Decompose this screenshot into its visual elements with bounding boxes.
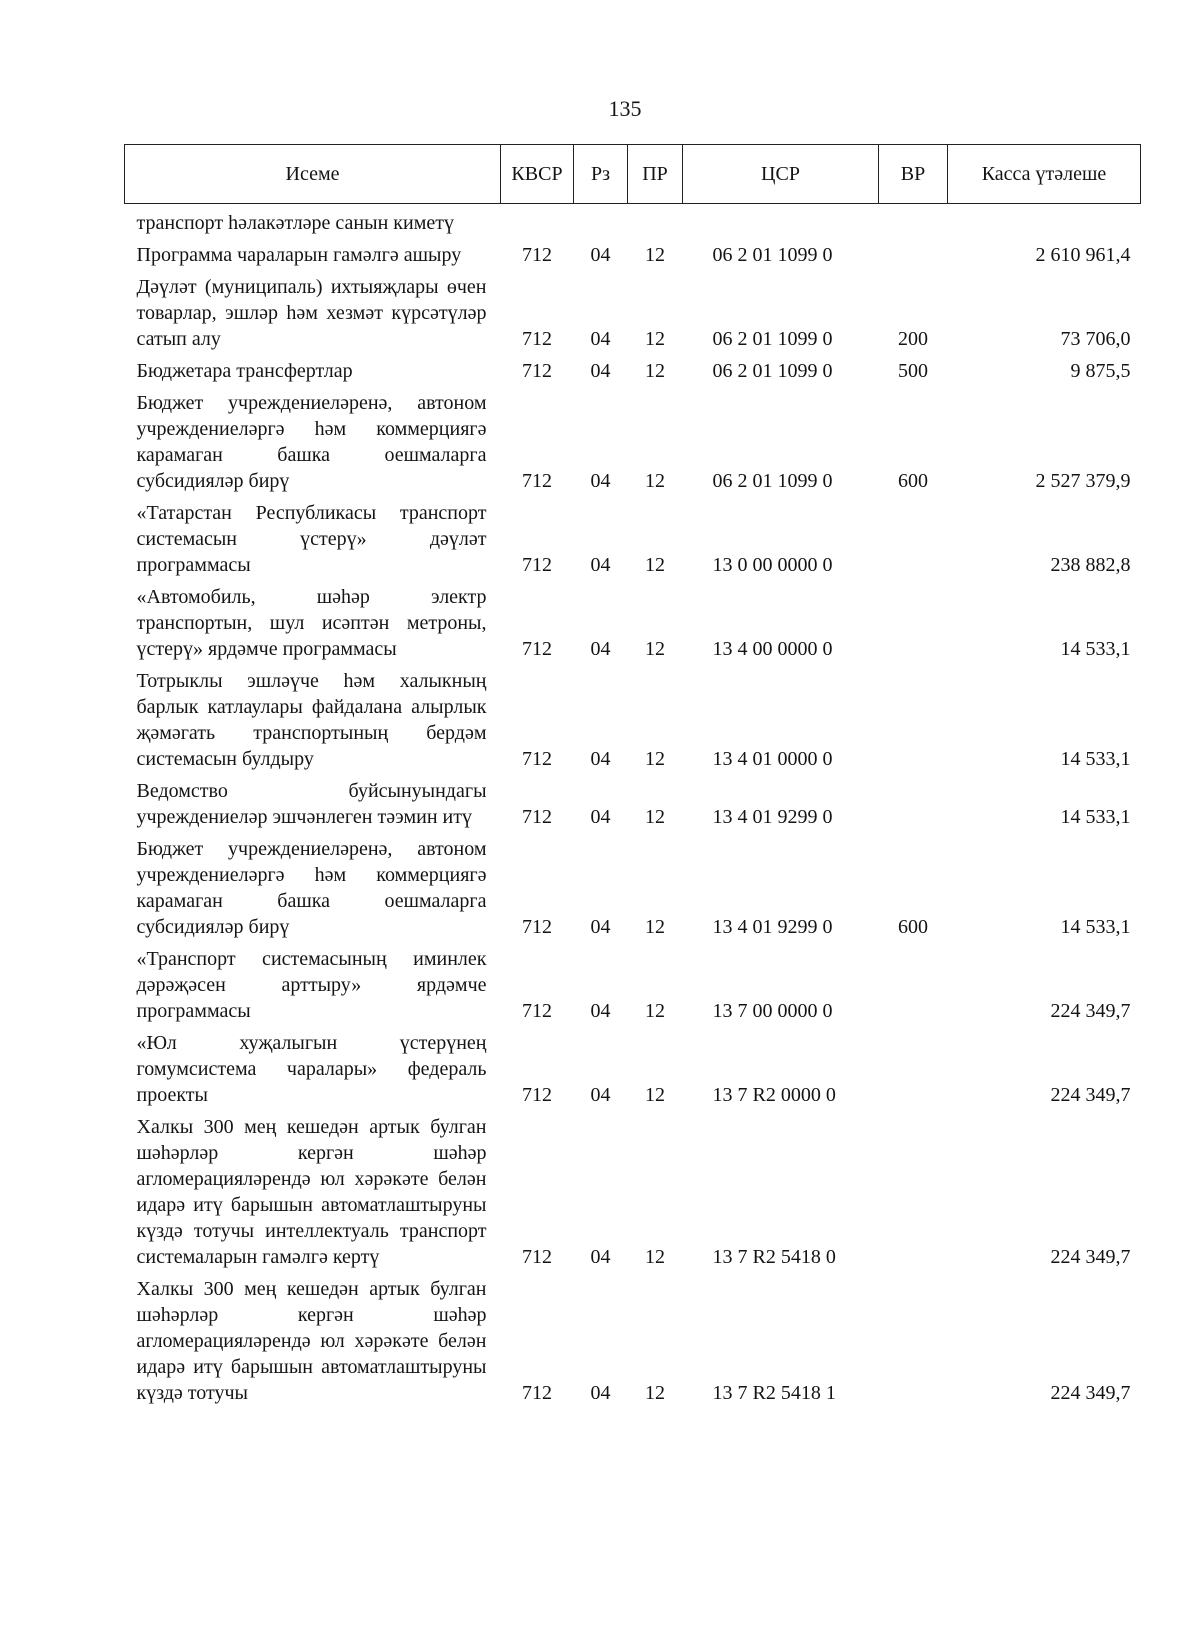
cell-amount [948,204,1141,237]
cell-pr: 12 [645,244,665,266]
cell-rz: 04 [590,806,611,828]
cell-kvsr: 712 [522,470,552,492]
cell-csr [683,204,879,237]
budget-table-container [124,144,1140,1406]
table-row [125,1108,1141,1270]
header-rz: Рз [574,145,628,204]
cell-vr [879,494,948,578]
cell-amount: 14 533,1 [1060,638,1131,660]
cell-vr [879,1024,948,1108]
header-csr: ЦСР [683,145,879,204]
cell-pr [628,204,683,237]
cell-name: Бюджет учреждениеләренә, автоном учреждениеләргә һәм коммерциягә карамаган башка оешмаларга субсидияләр бирү [136,392,487,492]
table-body [125,204,1141,1407]
cell-kvsr: 712 [522,554,552,576]
cell-rz: 04 [590,1084,611,1106]
cell-csr: 06 2 01 1099 0 [712,244,833,266]
cell-rz: 04 [590,470,611,492]
table-row [125,1024,1141,1108]
cell-kvsr: 712 [522,748,552,770]
cell-rz [574,204,628,237]
cell-csr: 06 2 01 1099 0 [712,470,833,492]
cell-pr: 12 [645,554,665,576]
cell-kvsr: 712 [522,1246,552,1268]
cell-vr [879,236,948,268]
header-kvsr: КВСР [501,145,574,204]
cell-name: Халкы 300 мең кешедән артык булган шәһәрләр кергән шәһәр агломерацияләрендә юл хәрәкәте белән идарә итү барышын автоматлаштыруны күздә тотучы интеллектуаль транспорт системаларын гамәлгә кертү [136,1116,487,1268]
cell-vr: 600 [898,470,928,492]
cell-kvsr: 712 [522,1000,552,1022]
cell-pr: 12 [645,1000,665,1022]
cell-pr: 12 [645,638,665,660]
cell-pr: 12 [645,328,665,350]
cell-amount: 73 706,0 [1060,328,1131,350]
header-row [125,145,1141,204]
cell-amount: 238 882,8 [1050,554,1131,576]
cell-name: Ведомство буйсынуындагы учреждениеләр эшчәнлеген тәэмин итү [136,780,487,828]
cell-csr: 13 7 R2 0000 0 [712,1084,836,1106]
table-row [125,494,1141,578]
cell-name: транспорт һәлакәтләре санын киметү [136,212,454,234]
table-row [125,578,1141,662]
cell-name: «Автомобиль, шәһәр электр транспортын, шул исәптән метроны, үстерү» ярдәмче программасы [136,586,487,660]
cell-rz: 04 [590,328,611,350]
cell-name: «Татарстан Республикасы транспорт системасын үстерү» дәүләт программасы [136,502,487,576]
cell-csr: 13 7 R2 5418 1 [712,1382,836,1404]
table-row [125,1270,1141,1406]
cell-amount: 224 349,7 [1050,1000,1131,1022]
cell-amount: 2 610 961,4 [1035,244,1131,266]
header-name: Исеме [125,145,501,204]
cell-vr [879,662,948,772]
cell-pr: 12 [645,1246,665,1268]
cell-pr: 12 [645,916,665,938]
cell-amount: 224 349,7 [1050,1084,1131,1106]
cell-vr: 200 [898,328,928,350]
cell-pr: 12 [645,1382,665,1404]
table-row [125,384,1141,494]
cell-amount: 2 527 379,9 [1035,470,1131,492]
cell-amount: 9 875,5 [1070,360,1131,382]
budget-table [124,144,1141,1406]
cell-vr [879,1108,948,1270]
header-vr: ВР [879,145,948,204]
table-row [125,662,1141,772]
page-number: 135 [608,96,642,121]
cell-kvsr: 712 [522,638,552,660]
table-row [125,772,1141,830]
cell-kvsr: 712 [522,1084,552,1106]
cell-name: Программа чараларын гамәлгә ашыру [136,244,462,266]
cell-amount: 224 349,7 [1050,1246,1131,1268]
cell-csr: 13 7 00 0000 0 [712,1000,833,1022]
table-row [125,236,1141,268]
cell-rz: 04 [590,1382,611,1404]
table-header [125,145,1141,204]
cell-vr [879,1270,948,1406]
cell-kvsr: 712 [522,244,552,266]
cell-kvsr: 712 [522,916,552,938]
cell-vr [879,772,948,830]
cell-csr: 13 0 00 0000 0 [712,554,833,576]
cell-name: Дәүләт (муниципаль) ихтыяҗлары өчен товарлар, эшләр һәм хезмәт күрсәтүләр сатып алу [136,276,487,350]
table-row [125,940,1141,1024]
cell-kvsr: 712 [522,1382,552,1404]
cell-amount: 224 349,7 [1050,1382,1131,1404]
cell-csr: 13 4 01 0000 0 [712,748,833,770]
cell-csr: 13 4 00 0000 0 [712,638,833,660]
cell-amount: 14 533,1 [1060,748,1131,770]
cell-csr: 06 2 01 1099 0 [712,328,833,350]
cell-csr: 06 2 01 1099 0 [712,360,833,382]
cell-rz: 04 [590,554,611,576]
cell-rz: 04 [590,1000,611,1022]
cell-vr: 600 [898,916,928,938]
cell-vr [879,204,948,237]
cell-pr: 12 [645,360,665,382]
cell-kvsr: 712 [522,806,552,828]
table-row [125,268,1141,352]
cell-pr: 12 [645,748,665,770]
cell-vr [879,578,948,662]
cell-name: Халкы 300 мең кешедән артык булган шәһәрләр кергән шәһәр агломерацияләрендә юл хәрәкәте белән идарә итү барышын автоматлаштыруны күздә тотучы [136,1278,487,1404]
header-pr: ПР [628,145,683,204]
cell-csr: 13 7 R2 5418 0 [712,1246,836,1268]
cell-vr [879,940,948,1024]
cell-vr: 500 [898,360,928,382]
cell-pr: 12 [645,470,665,492]
cell-pr: 12 [645,1084,665,1106]
cell-rz: 04 [590,638,611,660]
cell-csr: 13 4 01 9299 0 [712,806,833,828]
cell-rz: 04 [590,916,611,938]
cell-name: «Транспорт системасының иминлек дәрәҗәсен арттыру» ярдәмче программасы [136,948,487,1022]
table-row [125,352,1141,384]
cell-rz: 04 [590,748,611,770]
cell-kvsr: 712 [522,328,552,350]
cell-name: Бюджет учреждениеләренә, автоном учреждениеләргә һәм коммерциягә карамаган башка оешмаларга субсидияләр бирү [136,838,487,938]
table-row [125,204,1141,237]
cell-rz: 04 [590,1246,611,1268]
cell-kvsr [501,204,574,237]
cell-pr: 12 [645,806,665,828]
cell-rz: 04 [590,360,611,382]
cell-kvsr: 712 [522,360,552,382]
table-row [125,830,1141,940]
cell-name: Бюджетара трансфертлар [136,360,353,382]
cell-name: «Юл хуҗалыгын үстерүнең гомумсистема чаралары» федераль проекты [136,1032,487,1106]
header-kassa: Касса үтәлеше [948,145,1141,204]
cell-amount: 14 533,1 [1060,806,1131,828]
cell-name: Тотрыклы эшләүче һәм халыкның барлык катлаулары файдалана алырлык җәмәгать транспортының бердәм системасын булдыру [136,670,487,770]
cell-rz: 04 [590,244,611,266]
cell-amount: 14 533,1 [1060,916,1131,938]
cell-csr: 13 4 01 9299 0 [712,916,833,938]
